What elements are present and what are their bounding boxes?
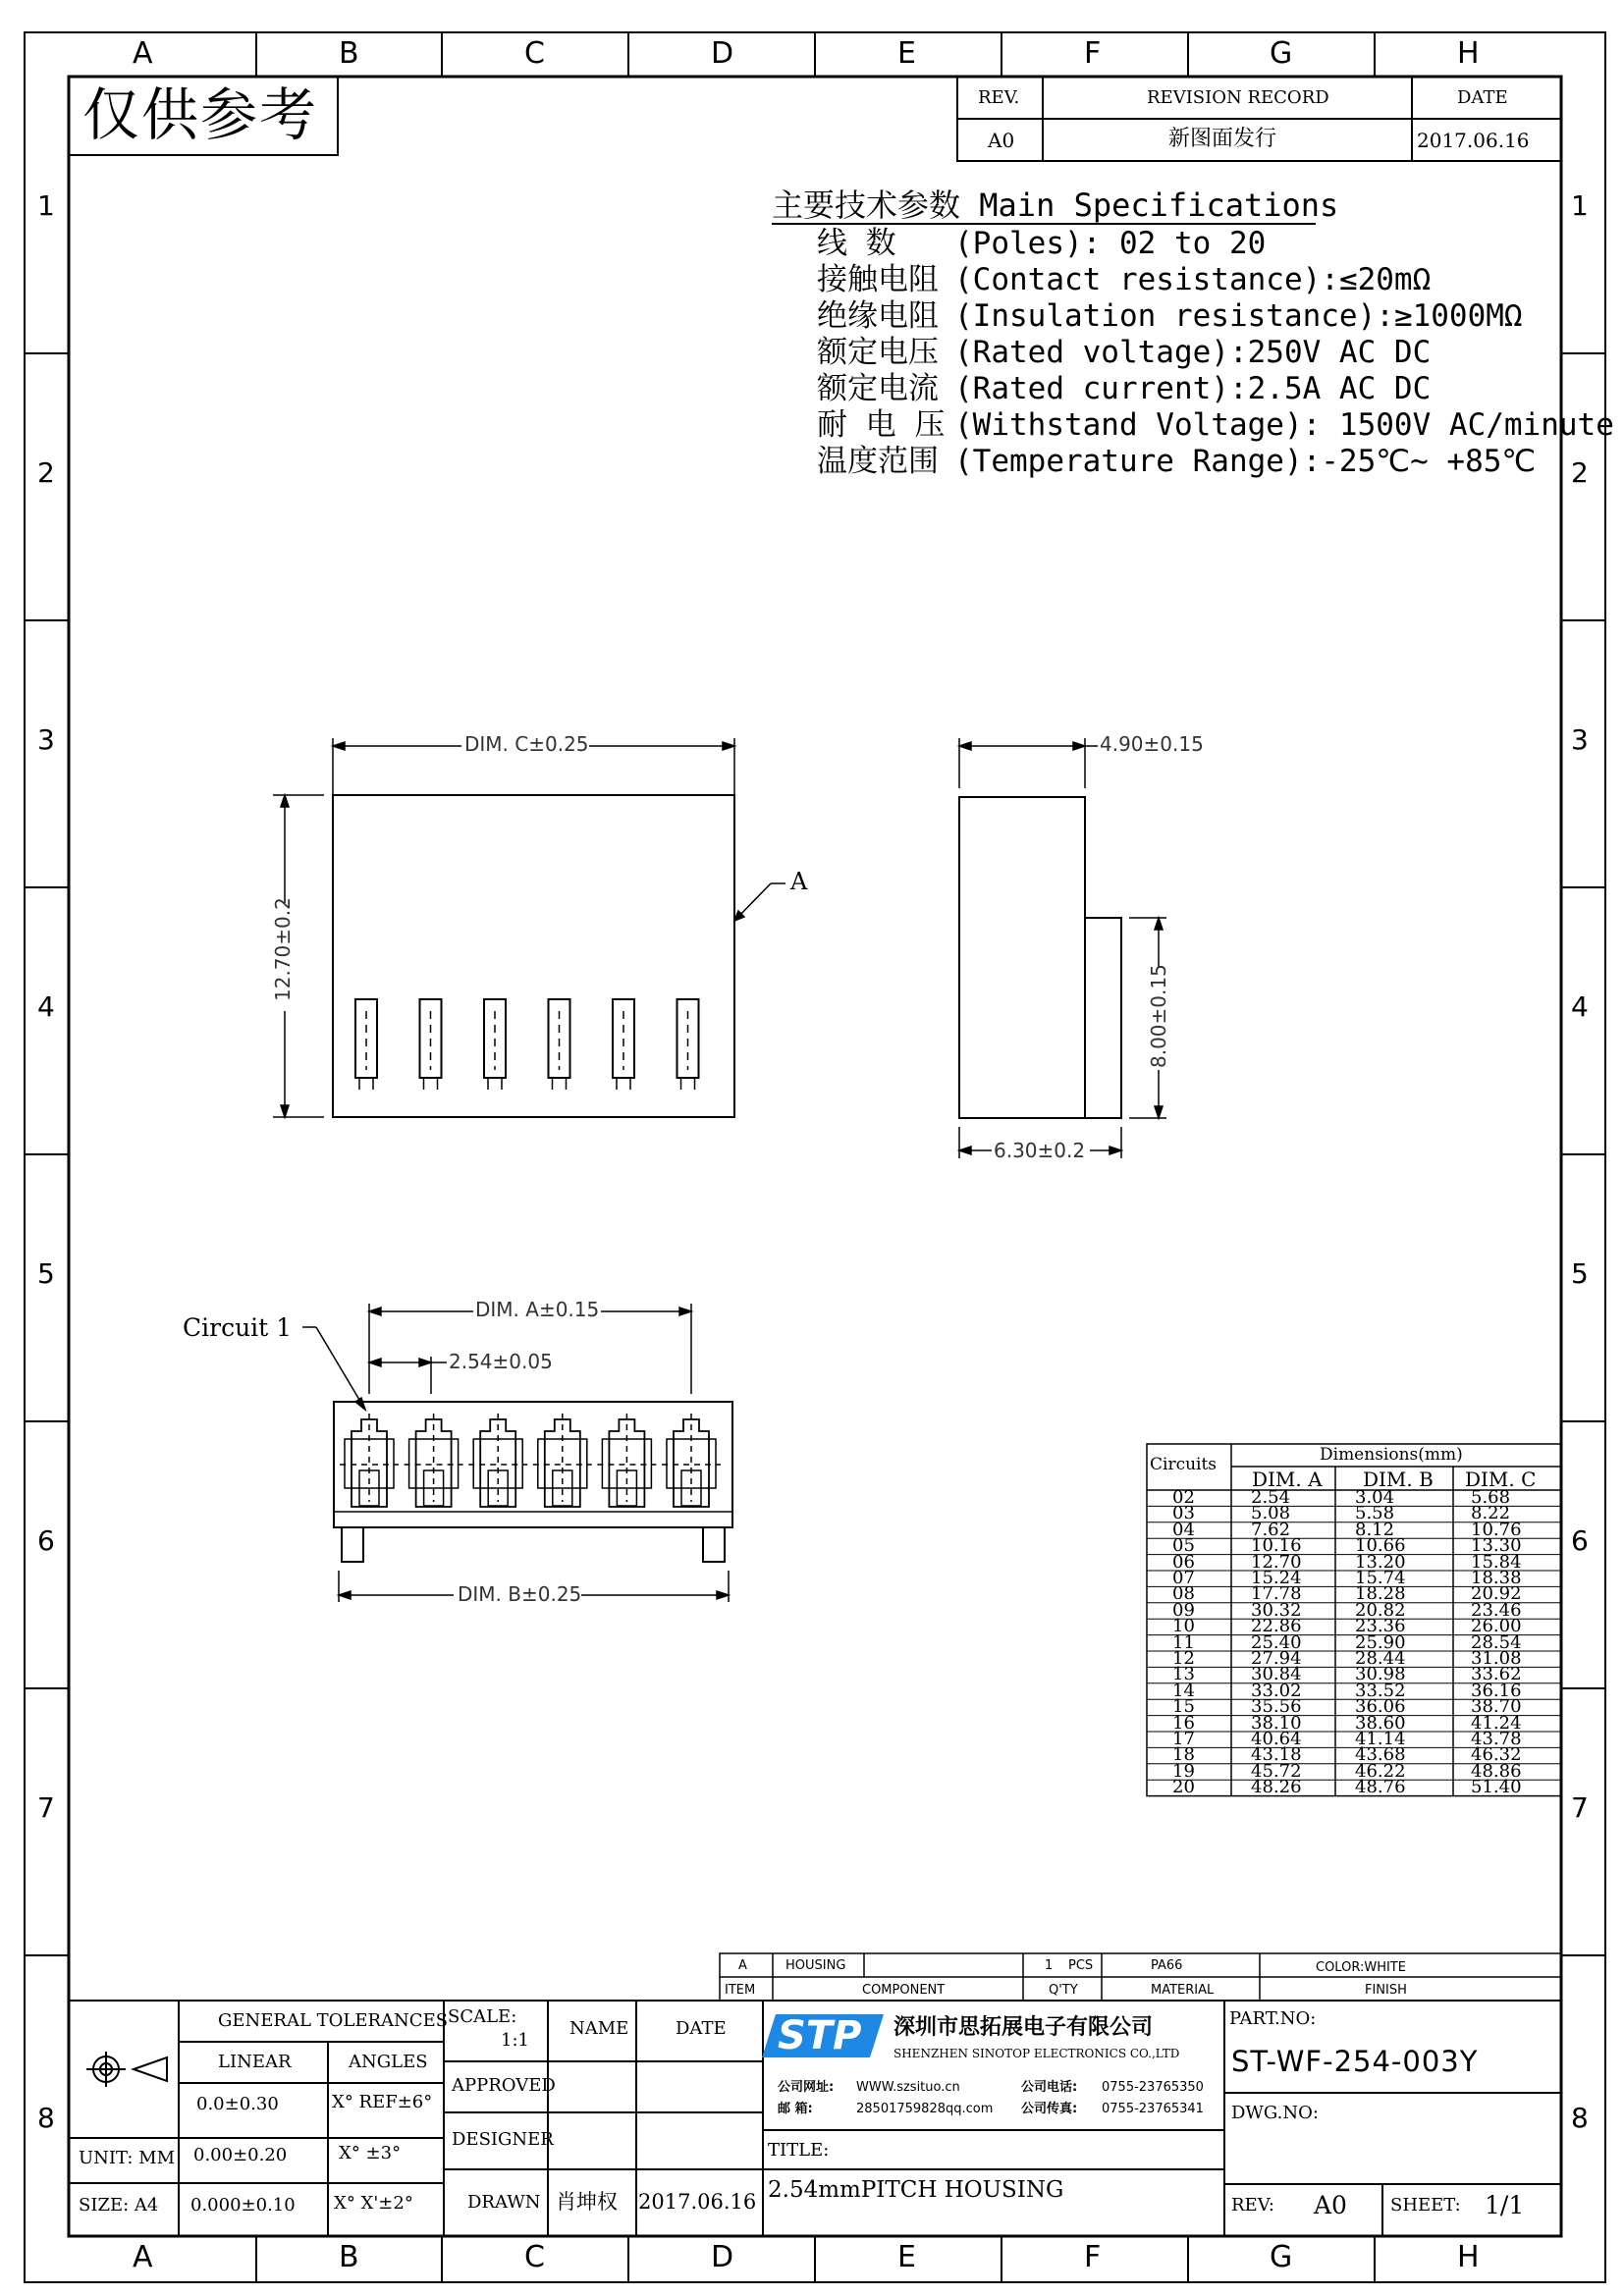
- zone-row-7-left: 7: [37, 1791, 55, 1824]
- circuit-1-label: Circuit 1: [183, 1313, 293, 1342]
- spec-cn-2: 绝缘电阻: [817, 298, 939, 334]
- zone-col-d-top: D: [711, 36, 734, 71]
- table-cell-circuits: 17: [1172, 1729, 1195, 1749]
- table-cell-dim-a: 43.18: [1251, 1744, 1302, 1766]
- table-cell-dim-a: 33.02: [1251, 1680, 1302, 1701]
- table-cell-dim-b: 36.06: [1355, 1696, 1406, 1718]
- table-cell-dim-b: 5.58: [1355, 1503, 1395, 1524]
- revision-date-value: 2017.06.16: [1417, 129, 1530, 152]
- zone-row-4-right: 4: [1571, 990, 1589, 1023]
- bom-component-header: COMPONENT: [862, 1983, 946, 1998]
- company-name-en: SHENZHEN SINOTOP ELECTRONICS CO.,LTD: [893, 2047, 1180, 2060]
- table-cell-circuits: 02: [1172, 1487, 1195, 1508]
- zone-row-4-left: 4: [37, 990, 55, 1023]
- size-label: SIZE: A4: [79, 2195, 159, 2216]
- bom-qty-header: Q'TY: [1049, 1983, 1078, 1998]
- zone-col-h-top: H: [1457, 36, 1480, 71]
- spec-cn-3: 额定电压: [817, 335, 939, 370]
- table-cell-circuits: 11: [1172, 1631, 1195, 1653]
- dim-c-header: DIM. C: [1465, 1468, 1537, 1491]
- dim-b-label: DIM. B±0.25: [458, 1582, 582, 1606]
- zone-col-e-bottom: E: [897, 2240, 916, 2274]
- zone-row-5-right: 5: [1571, 1257, 1589, 1290]
- table-cell-dim-b: 13.20: [1355, 1551, 1406, 1573]
- table-cell-circuits: 12: [1172, 1648, 1195, 1669]
- spec-cn-1: 接触电阻: [817, 262, 939, 297]
- spec-cn-6: 温度范围: [817, 444, 939, 479]
- table-cell-dim-a: 5.08: [1251, 1503, 1291, 1524]
- table-cell-dim-b: 23.36: [1355, 1616, 1406, 1637]
- part-no-label: PART.NO:: [1229, 2008, 1317, 2029]
- table-cell-dim-a: 25.40: [1251, 1631, 1302, 1653]
- table-cell-dim-a: 10.16: [1251, 1535, 1302, 1557]
- spec-en-3: (Rated voltage):250V AC DC: [954, 335, 1432, 370]
- spec-en-2: (Insulation resistance):≥1000MΩ: [954, 298, 1523, 334]
- table-cell-dim-c: 8.22: [1471, 1503, 1511, 1524]
- table-cell-circuits: 20: [1172, 1777, 1195, 1798]
- projection-symbol-icon: [86, 2052, 167, 2087]
- table-cell-dim-a: 7.62: [1251, 1519, 1291, 1540]
- table-cell-circuits: 03: [1172, 1503, 1195, 1524]
- bom-qty-number: 1: [1045, 1958, 1054, 1973]
- table-cell-circuits: 19: [1172, 1760, 1195, 1782]
- zone-col-c-bottom: C: [524, 2240, 545, 2274]
- dwg-no-label: DWG.NO:: [1231, 2103, 1319, 2123]
- name-header: NAME: [569, 2018, 629, 2039]
- table-cell-dim-c: 51.40: [1471, 1777, 1522, 1798]
- callout-a-label: A: [790, 868, 808, 895]
- table-cell-circuits: 05: [1172, 1535, 1195, 1557]
- table-cell-circuits: 13: [1172, 1664, 1195, 1685]
- table-cell-circuits: 14: [1172, 1680, 1195, 1701]
- date-header-tb: DATE: [676, 2018, 727, 2039]
- table-cell-circuits: 15: [1172, 1696, 1195, 1718]
- table-cell-dim-c: 15.84: [1471, 1551, 1522, 1573]
- table-cell-dim-c: 26.00: [1471, 1616, 1522, 1637]
- phone: 0755-23765350: [1102, 2080, 1204, 2095]
- zone-row-2-right: 2: [1571, 456, 1589, 489]
- table-cell-dim-b: 3.04: [1355, 1487, 1395, 1508]
- table-cell-dim-a: 17.78: [1251, 1583, 1302, 1605]
- table-cell-circuits: 04: [1172, 1519, 1195, 1540]
- table-cell-dim-c: 28.54: [1471, 1631, 1522, 1653]
- bom-finish-header: FINISH: [1365, 1983, 1407, 1998]
- bom-qty-unit: PCS: [1068, 1958, 1094, 1973]
- email: 28501759828qq.com: [856, 2102, 994, 2116]
- email-label: 邮 箱:: [778, 2102, 813, 2116]
- sheet-value: 1/1: [1485, 2191, 1525, 2219]
- spec-en-5: (Withstand Voltage): 1500V AC/minute: [954, 407, 1614, 443]
- title-label: TITLE:: [768, 2140, 830, 2161]
- approved-label: APPROVED: [452, 2075, 556, 2096]
- zone-col-b-bottom: B: [339, 2240, 359, 2274]
- pitch-label: 2.54±0.05: [449, 1350, 553, 1373]
- reference-stamp: 仅供参考: [82, 81, 319, 148]
- table-cell-dim-c: 13.30: [1471, 1535, 1522, 1557]
- tol-angle-3: X° X'±2°: [334, 2193, 413, 2214]
- spec-cn-0: 线 数: [817, 226, 896, 261]
- table-cell-dim-c: 5.68: [1471, 1487, 1511, 1508]
- table-cell-dim-b: 41.14: [1355, 1729, 1406, 1749]
- zone-row-8-left: 8: [37, 2102, 55, 2134]
- scale-label: SCALE:: [448, 2006, 517, 2027]
- rev-label-tb: REV:: [1231, 2195, 1274, 2216]
- table-cell-circuits: 16: [1172, 1712, 1195, 1734]
- zone-col-a-bottom: A: [133, 2240, 153, 2274]
- spec-cn-5: 耐 电 压: [817, 407, 946, 443]
- phone-label: 公司电话:: [1021, 2080, 1078, 2095]
- zone-row-7-right: 7: [1571, 1791, 1589, 1824]
- tol-angle-2: X° ±3°: [339, 2143, 402, 2163]
- table-cell-dim-c: 23.46: [1471, 1599, 1522, 1621]
- side-base-label: 6.30±0.2: [994, 1139, 1086, 1162]
- table-cell-dim-b: 18.28: [1355, 1583, 1406, 1605]
- rev-value-tb: A0: [1314, 2191, 1347, 2219]
- zone-col-d-bottom: D: [711, 2240, 734, 2274]
- drawing-title: 2.54mmPITCH HOUSING: [768, 2177, 1064, 2203]
- dim-c-label: DIM. C±0.25: [464, 732, 589, 756]
- spec-title: 主要技术参数 Main Specifications: [772, 187, 1339, 224]
- dim-a-header: DIM. A: [1252, 1468, 1323, 1491]
- table-cell-dim-a: 48.26: [1251, 1777, 1302, 1798]
- table-cell-circuits: 18: [1172, 1744, 1195, 1766]
- table-cell-dim-c: 10.76: [1471, 1519, 1522, 1540]
- spec-en-6: (Temperature Range):-25℃~ +85℃: [954, 444, 1537, 479]
- table-cell-dim-a: 27.94: [1251, 1648, 1302, 1669]
- zone-row-6-left: 6: [37, 1524, 55, 1557]
- drawn-label: DRAWN: [467, 2192, 541, 2213]
- rev-value: A0: [988, 129, 1015, 152]
- table-cell-dim-c: 31.08: [1471, 1648, 1522, 1669]
- table-cell-dim-c: 33.62: [1471, 1664, 1522, 1685]
- spec-en-0: (Poles): 02 to 20: [954, 226, 1267, 261]
- bom-material: PA66: [1151, 1958, 1183, 1973]
- table-cell-dim-b: 38.60: [1355, 1712, 1406, 1734]
- website-label: 公司网址:: [778, 2080, 835, 2095]
- rev-header: REV.: [978, 87, 1020, 108]
- tol-linear-2: 0.00±0.20: [193, 2145, 288, 2165]
- dim-b-header: DIM. B: [1363, 1468, 1434, 1491]
- zone-col-g-top: G: [1270, 36, 1293, 71]
- tol-linear-3: 0.000±0.10: [190, 2195, 296, 2216]
- table-cell-dim-c: 36.16: [1471, 1680, 1522, 1701]
- dim-a-label: DIM. A±0.15: [475, 1298, 600, 1321]
- zone-row-3-left: 3: [37, 723, 55, 756]
- table-cell-dim-a: 12.70: [1251, 1551, 1302, 1573]
- side-depth-label: 4.90±0.15: [1100, 732, 1204, 756]
- part-number: ST-WF-254-003Y: [1231, 2045, 1479, 2078]
- fax-label: 公司传真:: [1021, 2102, 1078, 2116]
- table-cell-dim-a: 40.64: [1251, 1729, 1302, 1749]
- drawn-date: 2017.06.16: [638, 2190, 757, 2214]
- zone-row-8-right: 8: [1571, 2102, 1589, 2134]
- zone-col-g-bottom: G: [1270, 2240, 1293, 2274]
- table-cell-dim-a: 2.54: [1251, 1487, 1291, 1508]
- zone-row-6-right: 6: [1571, 1524, 1589, 1557]
- tol-linear-1: 0.0±0.30: [196, 2094, 279, 2114]
- table-cell-dim-c: 48.86: [1471, 1760, 1522, 1782]
- table-cell-dim-b: 15.74: [1355, 1568, 1406, 1588]
- zone-row-2-left: 2: [37, 456, 55, 489]
- company-name-cn: 深圳市思拓展电子有限公司: [893, 2014, 1154, 2040]
- table-cell-dim-a: 30.84: [1251, 1664, 1302, 1685]
- table-cell-dim-c: 18.38: [1471, 1568, 1522, 1588]
- zone-col-b-top: B: [339, 36, 359, 71]
- table-cell-dim-a: 15.24: [1251, 1568, 1302, 1588]
- table-cell-circuits: 08: [1172, 1583, 1195, 1605]
- sheet-label: SHEET:: [1390, 2195, 1461, 2216]
- table-cell-dim-b: 10.66: [1355, 1535, 1406, 1557]
- angles-label: ANGLES: [349, 2052, 428, 2072]
- table-cell-dim-b: 25.90: [1355, 1631, 1406, 1653]
- table-cell-circuits: 10: [1172, 1616, 1195, 1637]
- table-cell-dim-b: 46.22: [1355, 1760, 1406, 1782]
- drawn-name: 肖坤权: [556, 2190, 618, 2214]
- table-cell-dim-c: 43.78: [1471, 1729, 1522, 1749]
- bom-item-header: ITEM: [725, 1983, 756, 1998]
- scale-value: 1:1: [501, 2030, 529, 2051]
- revision-record-value: 新图面发行: [1168, 127, 1277, 151]
- table-cell-circuits: 06: [1172, 1551, 1195, 1573]
- table-cell-dim-a: 22.86: [1251, 1616, 1302, 1637]
- zone-col-f-top: F: [1084, 36, 1102, 71]
- zone-row-1-right: 1: [1571, 189, 1589, 222]
- table-cell-dim-c: 38.70: [1471, 1696, 1522, 1718]
- zone-row-5-left: 5: [37, 1257, 55, 1290]
- spec-en-1: (Contact resistance):≤20mΩ: [954, 262, 1432, 297]
- zone-col-f-bottom: F: [1084, 2240, 1102, 2274]
- table-cell-dim-a: 45.72: [1251, 1760, 1302, 1782]
- unit-label: UNIT: MM: [79, 2148, 176, 2168]
- spec-en-4: (Rated current):2.5A AC DC: [954, 371, 1432, 406]
- bom-item: A: [738, 1958, 747, 1973]
- bom-finish: COLOR:WHITE: [1316, 1960, 1406, 1975]
- date-header: DATE: [1457, 87, 1508, 108]
- table-cell-dim-b: 28.44: [1355, 1648, 1406, 1669]
- table-cell-circuits: 07: [1172, 1568, 1195, 1588]
- table-cell-dim-a: 38.10: [1251, 1712, 1302, 1734]
- spec-cn-4: 额定电流: [817, 371, 939, 406]
- bom-material-header: MATERIAL: [1151, 1983, 1215, 1998]
- side-height-label: 8.00±0.15: [1147, 964, 1170, 1068]
- tol-angle-1: X° REF±6°: [332, 2092, 433, 2112]
- table-cell-dim-b: 48.76: [1355, 1777, 1406, 1798]
- website: WWW.szsituo.cn: [856, 2080, 960, 2095]
- height-dim-label: 12.70±0.2: [271, 897, 295, 1001]
- circuits-header: Circuits: [1150, 1455, 1218, 1474]
- logo-text: STP: [778, 2013, 862, 2058]
- linear-label: LINEAR: [218, 2052, 292, 2072]
- table-cell-dim-b: 43.68: [1355, 1744, 1406, 1766]
- zone-col-c-top: C: [524, 36, 545, 71]
- zone-col-h-bottom: H: [1457, 2240, 1480, 2274]
- dimensions-group-header: Dimensions(mm): [1320, 1445, 1463, 1465]
- zone-col-a-top: A: [133, 36, 153, 71]
- general-tolerances-label: GENERAL TOLERANCES: [218, 2010, 449, 2031]
- table-cell-dim-a: 30.32: [1251, 1599, 1302, 1621]
- zone-row-3-right: 3: [1571, 723, 1589, 756]
- table-cell-dim-b: 8.12: [1355, 1519, 1395, 1540]
- bom-component: HOUSING: [785, 1958, 846, 1973]
- table-cell-circuits: 09: [1172, 1599, 1195, 1621]
- table-cell-dim-b: 20.82: [1355, 1599, 1406, 1621]
- table-cell-dim-c: 20.92: [1471, 1583, 1522, 1605]
- table-cell-dim-b: 33.52: [1355, 1680, 1406, 1701]
- table-cell-dim-c: 41.24: [1471, 1712, 1522, 1734]
- fax: 0755-23765341: [1102, 2102, 1204, 2116]
- revision-record-header: REVISION RECORD: [1147, 87, 1329, 108]
- zone-col-e-top: E: [897, 36, 916, 71]
- table-cell-dim-b: 30.98: [1355, 1664, 1406, 1685]
- zone-row-1-left: 1: [37, 189, 55, 222]
- table-cell-dim-c: 46.32: [1471, 1744, 1522, 1766]
- designer-label: DESIGNER: [452, 2129, 554, 2150]
- table-cell-dim-a: 35.56: [1251, 1696, 1302, 1718]
